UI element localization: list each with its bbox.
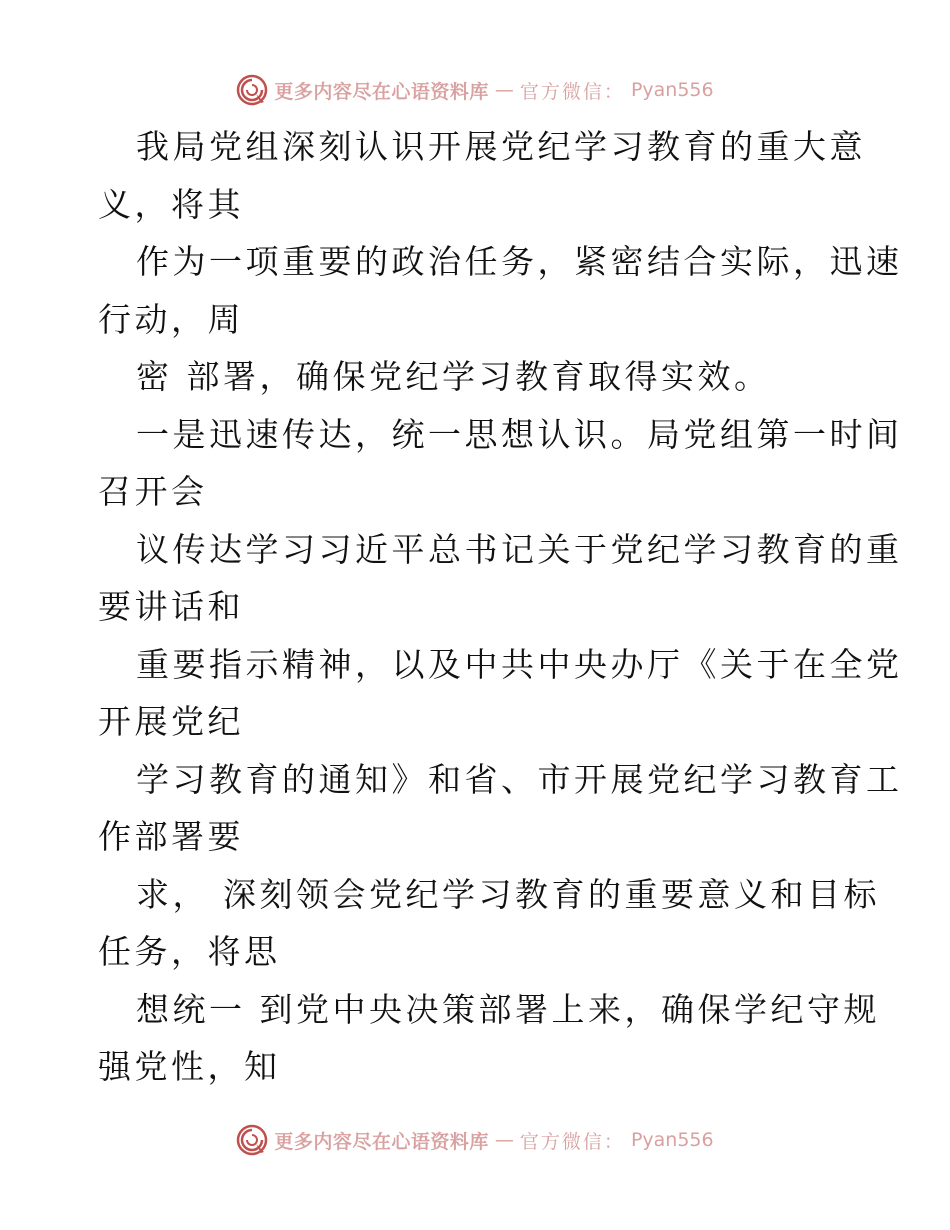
spiral-pen-logo-icon [236, 74, 268, 106]
text-line: 强党性，知 [98, 1047, 281, 1086]
text-line: 义，将其 [98, 184, 244, 224]
text-line: 求， 深刻领会党纪学习教育的重要意义和目标 [136, 874, 880, 914]
text-line: 想统一 到党中央决策部署上来，确保学纪守规 [136, 989, 880, 1029]
document-body [98, 118, 903, 1096]
text-line: 密 部署，确保党纪学习教育取得实效。 [136, 357, 771, 396]
text-line: 作部署要 [98, 817, 244, 856]
text-line: 我局党组深刻认识开展党纪学习教育的重大意 [136, 127, 866, 166]
text-line: 召开会 [98, 472, 208, 511]
watermark-id: Pyan556 [630, 79, 714, 101]
watermark-label: 官方微信： [519, 80, 625, 103]
watermark-label: 官方微信： [519, 1130, 625, 1153]
watermark-brand: 更多内容尽在心语资料库 [274, 80, 489, 103]
text-line: 作为一项重要的政治任务，紧密结合实际，迅速 [136, 242, 903, 281]
text-line: 开展党纪 [98, 702, 244, 741]
text-line: 任务，将思 [98, 932, 281, 971]
watermark-separator: — [494, 79, 514, 101]
watermark-id: Pyan556 [630, 1129, 714, 1151]
watermark-separator: — [494, 1129, 514, 1151]
text-line: 重要指示精神，以及中共中央办厅《关于在全党 [136, 644, 903, 684]
text-line: 要讲话和 [98, 587, 244, 626]
footer-watermark [0, 1120, 950, 1160]
text-line: 行动，周 [98, 299, 244, 339]
header-watermark [0, 70, 950, 110]
spiral-pen-logo-icon [236, 1124, 268, 1156]
text-line: 学习教育的通知》和省、市开展党纪学习教育工 [136, 759, 903, 799]
text-line: 一是迅速传达，统一思想认识。局党组第一时间 [136, 414, 903, 454]
watermark-brand: 更多内容尽在心语资料库 [274, 1130, 489, 1153]
text-line: 议传达学习习近平总书记关于党纪学习教育的重 [136, 529, 903, 569]
